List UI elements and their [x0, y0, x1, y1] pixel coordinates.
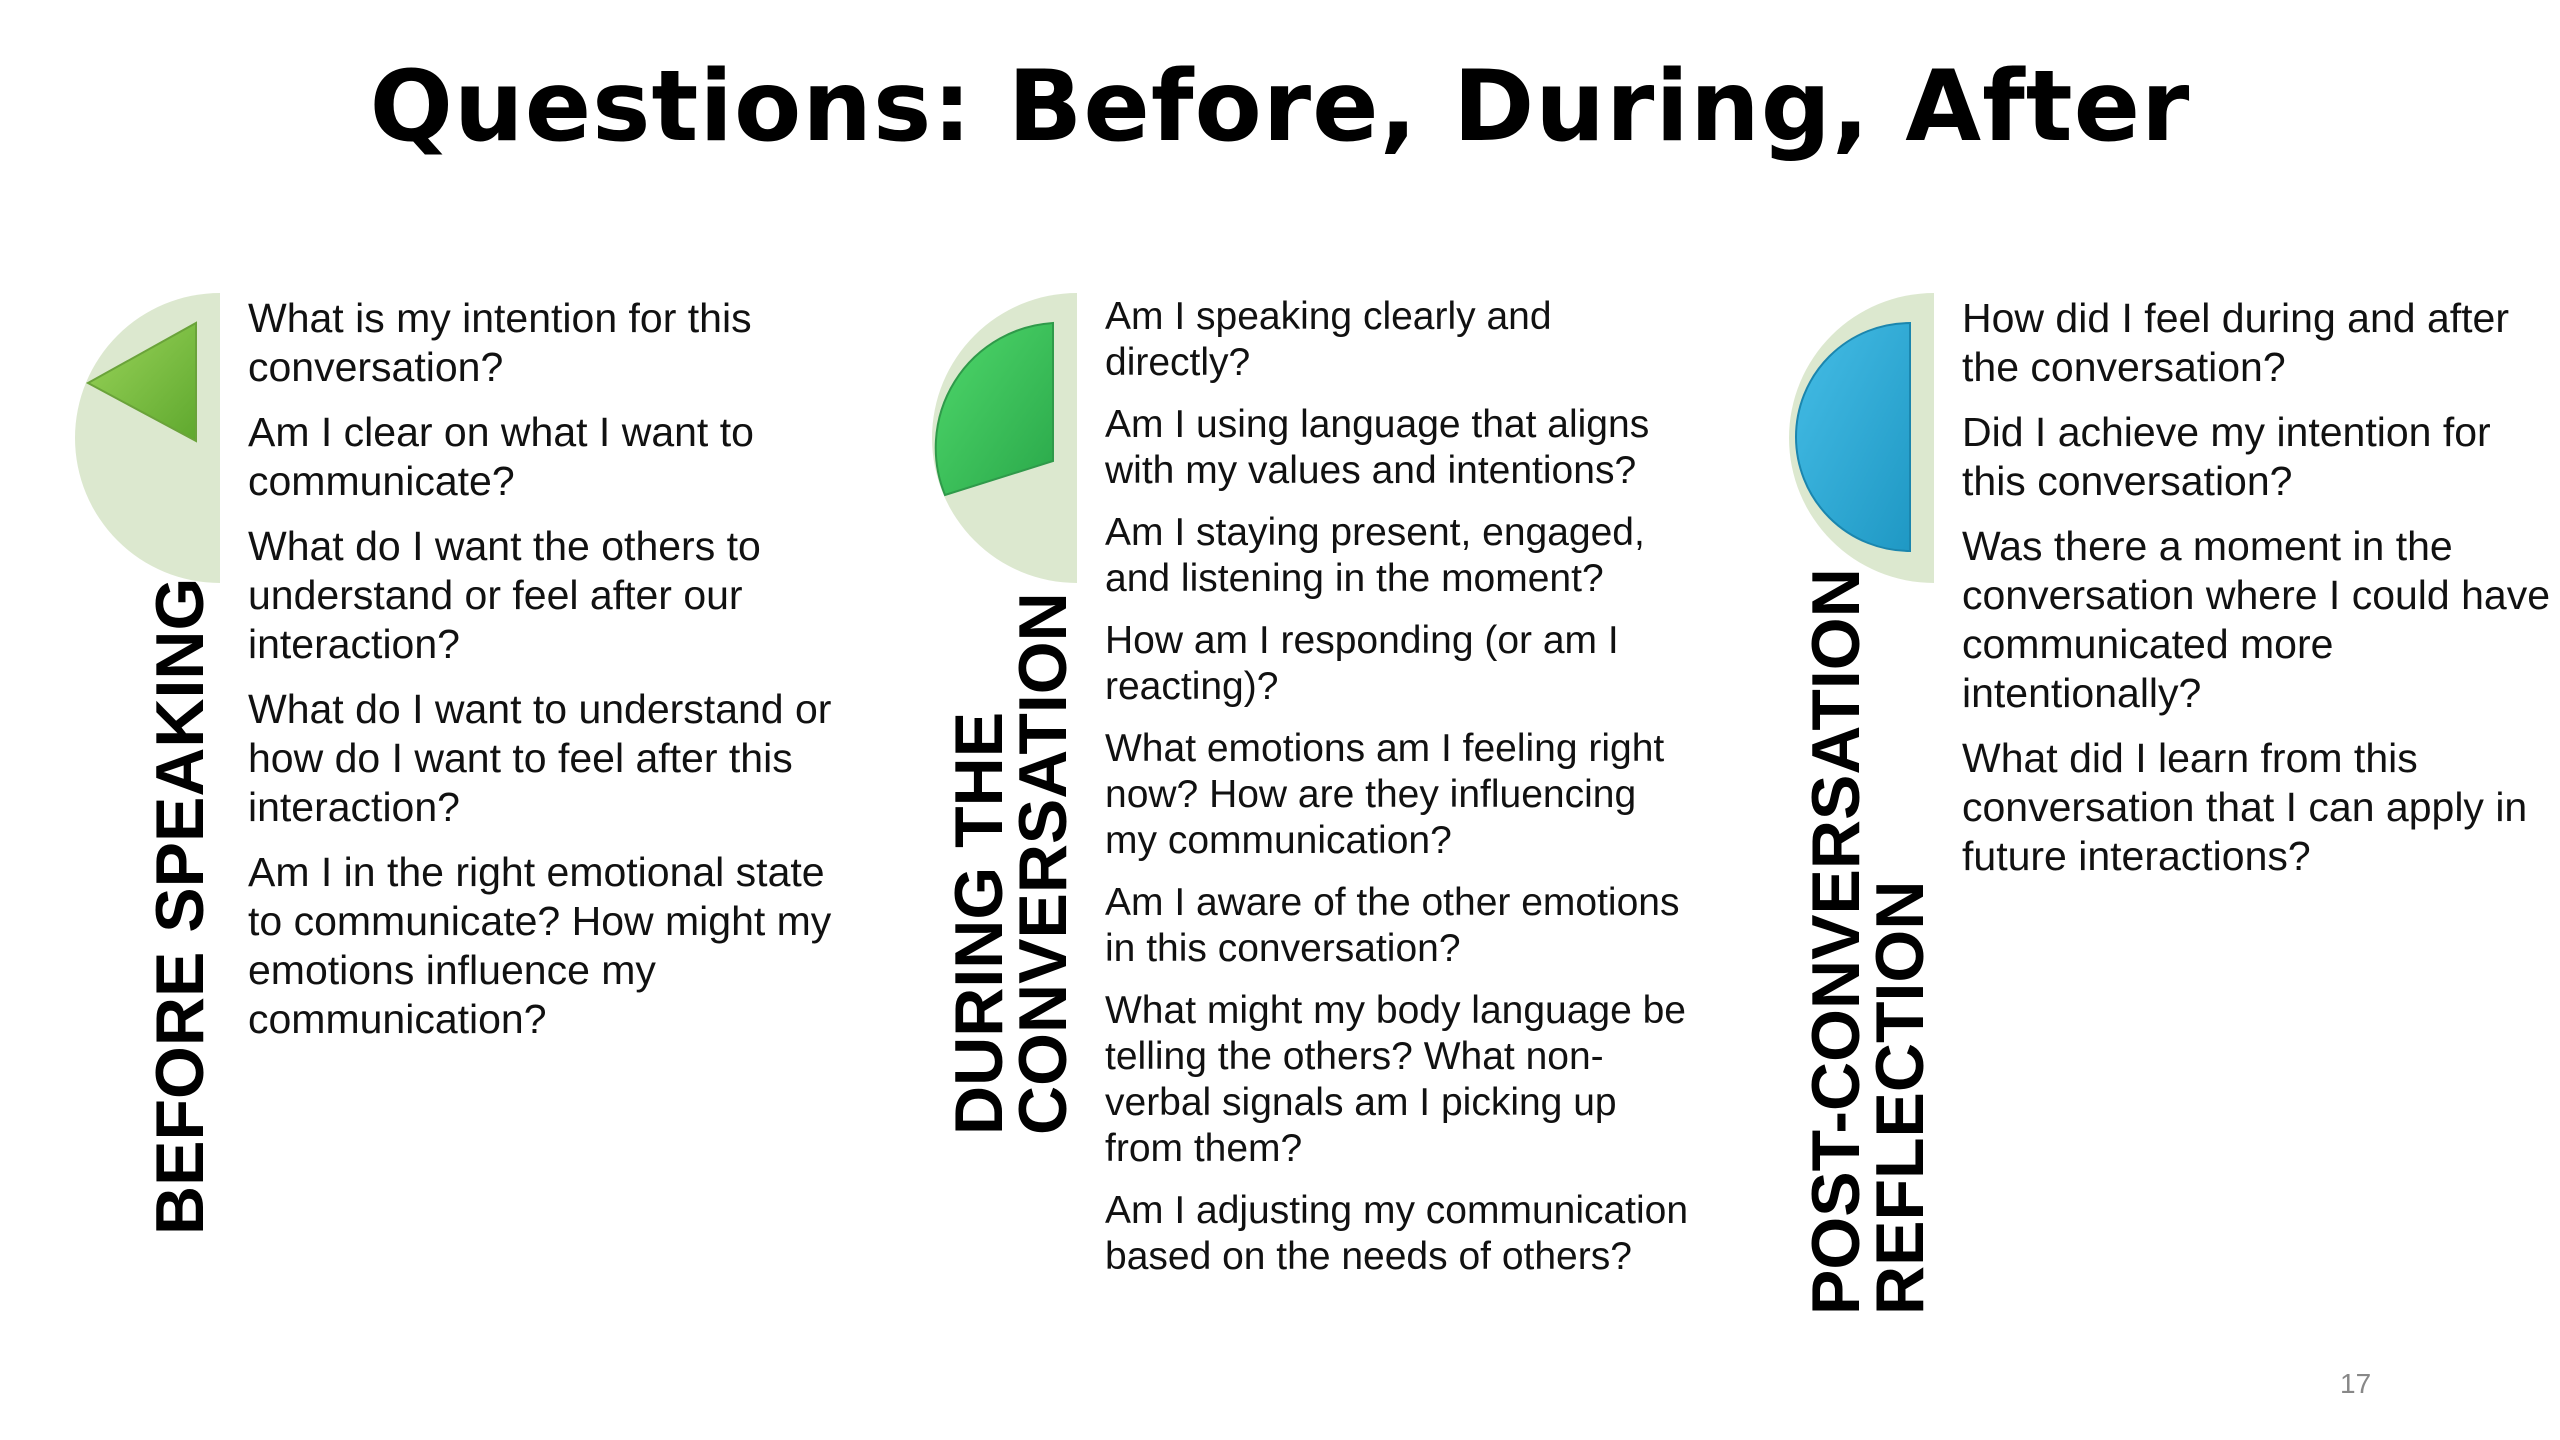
label-line: BEFORE SPEAKING — [142, 577, 218, 1235]
label-line: REFLECTION — [1862, 880, 1938, 1315]
list-item: Am I aware of the other emotions in this conversation? — [1105, 881, 1680, 970]
before-pie-icon — [48, 293, 222, 583]
page-number: 17 — [2340, 1368, 2372, 1399]
before-speaking-column — [48, 0, 832, 1440]
list-item: Am I in the right emotional state to communicate? How might my emotions influence my communication? — [248, 849, 832, 1042]
list-item: What might my body language be telling the others? What non-verbal signals am I picking up from them? — [1105, 989, 1687, 1170]
list-item: What do I want to understand or how do I want to feel after this interaction? — [248, 686, 832, 830]
post-questions-list — [1962, 294, 2552, 897]
after-pie-icon — [1762, 293, 1936, 583]
list-item: Am I adjusting my communication based on the needs of others? — [1105, 1189, 1689, 1278]
list-item: What do I want the others to understand or feel after our interaction? — [248, 523, 761, 667]
during-conversation-column — [905, 0, 1689, 1440]
before-questions-list — [248, 294, 838, 1060]
list-item: What emotions am I feeling right now? How are they influencing my communication? — [1105, 727, 1665, 862]
slide-title: Questions: Before, During, After — [369, 50, 2191, 164]
list-item: Am I using language that aligns with my values and intentions? — [1105, 403, 1650, 492]
during-pie-icon — [905, 293, 1079, 583]
label-line: DURING THE — [941, 711, 1017, 1135]
list-item: What is my intention for this conversation? — [248, 295, 752, 390]
post-conversation-column — [1762, 0, 2551, 1440]
list-item: What did I learn from this conversation that I can apply in future interactions? — [1962, 735, 2528, 879]
list-item: Did I achieve my intention for this conversation? — [1962, 409, 2491, 504]
during-questions-list — [1105, 294, 1695, 1296]
list-item: Am I staying present, engaged, and listening in the moment? — [1105, 511, 1645, 600]
list-item: Am I speaking clearly and directly? — [1105, 295, 1552, 384]
before-speaking-label — [142, 577, 218, 1235]
during-conversation-label — [941, 592, 1081, 1135]
list-item: How did I feel during and after the conversation? — [1962, 295, 2509, 390]
list-item: Was there a moment in the conversation where I could have communicated more intentionally? — [1962, 523, 2551, 716]
post-conversation-label — [1798, 568, 1938, 1315]
list-item: How am I responding (or am I reacting)? — [1105, 619, 1619, 708]
list-item: Am I clear on what I want to communicate? — [248, 409, 754, 504]
label-line: CONVERSATION — [1005, 592, 1081, 1135]
label-line: POST-CONVERSATION — [1798, 568, 1874, 1315]
